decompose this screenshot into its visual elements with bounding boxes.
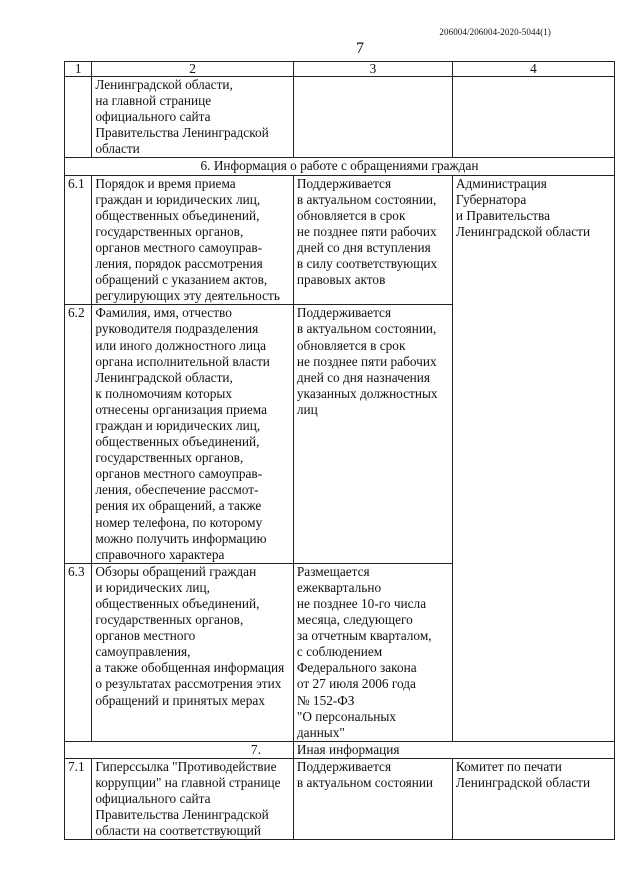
table-row-7-1 bbox=[65, 758, 615, 839]
section-7-title: Иная информация bbox=[293, 741, 614, 758]
row-number: 6.1 bbox=[65, 175, 92, 305]
deadline-cell: Поддерживается в актуальном состоянии, обновляется в срок не позднее пяти рабочих дней со дня вступления в силу соответствующих правовых актов bbox=[293, 175, 452, 305]
row-number: 6.3 bbox=[65, 563, 92, 741]
table-row-6-1 bbox=[65, 175, 615, 305]
column-header-row bbox=[65, 62, 615, 77]
row-number: 6.2 bbox=[65, 305, 92, 564]
column-header-4: 4 bbox=[452, 62, 614, 77]
section-6-header bbox=[65, 158, 615, 175]
deadline-cell bbox=[293, 77, 452, 158]
information-name-cell: Фамилия, имя, отчество руководителя подразделения или иного должностного лица органа исполнительной власти Ленинградской области, к полномочиям которых отнесены организация приема граждан и юридических лиц, общественных объединений, государственных органов, органов местного самоуправ- ления, обеспечение рассмот- рения их обращений, а также номер телефона, по которому можно получить информацию справочного характера bbox=[92, 305, 294, 564]
section-7-header bbox=[65, 741, 615, 758]
column-header-2: 2 bbox=[92, 62, 294, 77]
responsible-cell bbox=[452, 77, 614, 158]
responsible-cell-section-6: Администрация Губернатора и Правительства Ленинградской области bbox=[452, 175, 614, 741]
section-6-title: 6. Информация о работе с обращениями граждан bbox=[65, 158, 615, 175]
row-number: 7.1 bbox=[65, 758, 92, 839]
information-name-cell: Гиперссылка "Противодействие коррупции" на главной странице официального сайта Правительства Ленинградской области на соответствующий bbox=[92, 758, 294, 839]
deadline-cell: Размещается ежеквартально не позднее 10-го числа месяца, следующего за отчетным кварталом, с соблюдением Федерального закона от 27 июля 2006 года № 152-ФЗ "О персональных данных" bbox=[293, 563, 452, 741]
section-7-number: 7. bbox=[65, 741, 294, 758]
information-name-cell: Ленинградской области, на главной странице официального сайта Правительства Ленинградской области bbox=[92, 77, 294, 158]
page-number: 7 bbox=[356, 40, 364, 57]
row-number bbox=[65, 77, 92, 158]
document-id: 206004/206004-2020-5044(1) bbox=[439, 27, 551, 37]
column-header-1: 1 bbox=[65, 62, 92, 77]
table-row-continuation bbox=[65, 77, 615, 158]
information-table bbox=[64, 61, 615, 840]
information-name-cell: Обзоры обращений граждан и юридических лиц, общественных объединений, государственных органов, органов местного самоуправления, а также обобщенная информация о результатах рассмотрения этих обращений и принятых мерах bbox=[92, 563, 294, 741]
column-header-3: 3 bbox=[293, 62, 452, 77]
deadline-cell: Поддерживается в актуальном состоянии bbox=[293, 758, 452, 839]
responsible-cell: Комитет по печати Ленинградской области bbox=[452, 758, 614, 839]
information-name-cell: Порядок и время приема граждан и юридических лиц, общественных объединений, государственных органов, органов местного самоуправ- ления, порядок рассмотрения обращений с указанием актов, регулирующих эту деятельность bbox=[92, 175, 294, 305]
deadline-cell: Поддерживается в актуальном состоянии, обновляется в срок не позднее пяти рабочих дней со дня назначения указанных должностных лиц bbox=[293, 305, 452, 564]
